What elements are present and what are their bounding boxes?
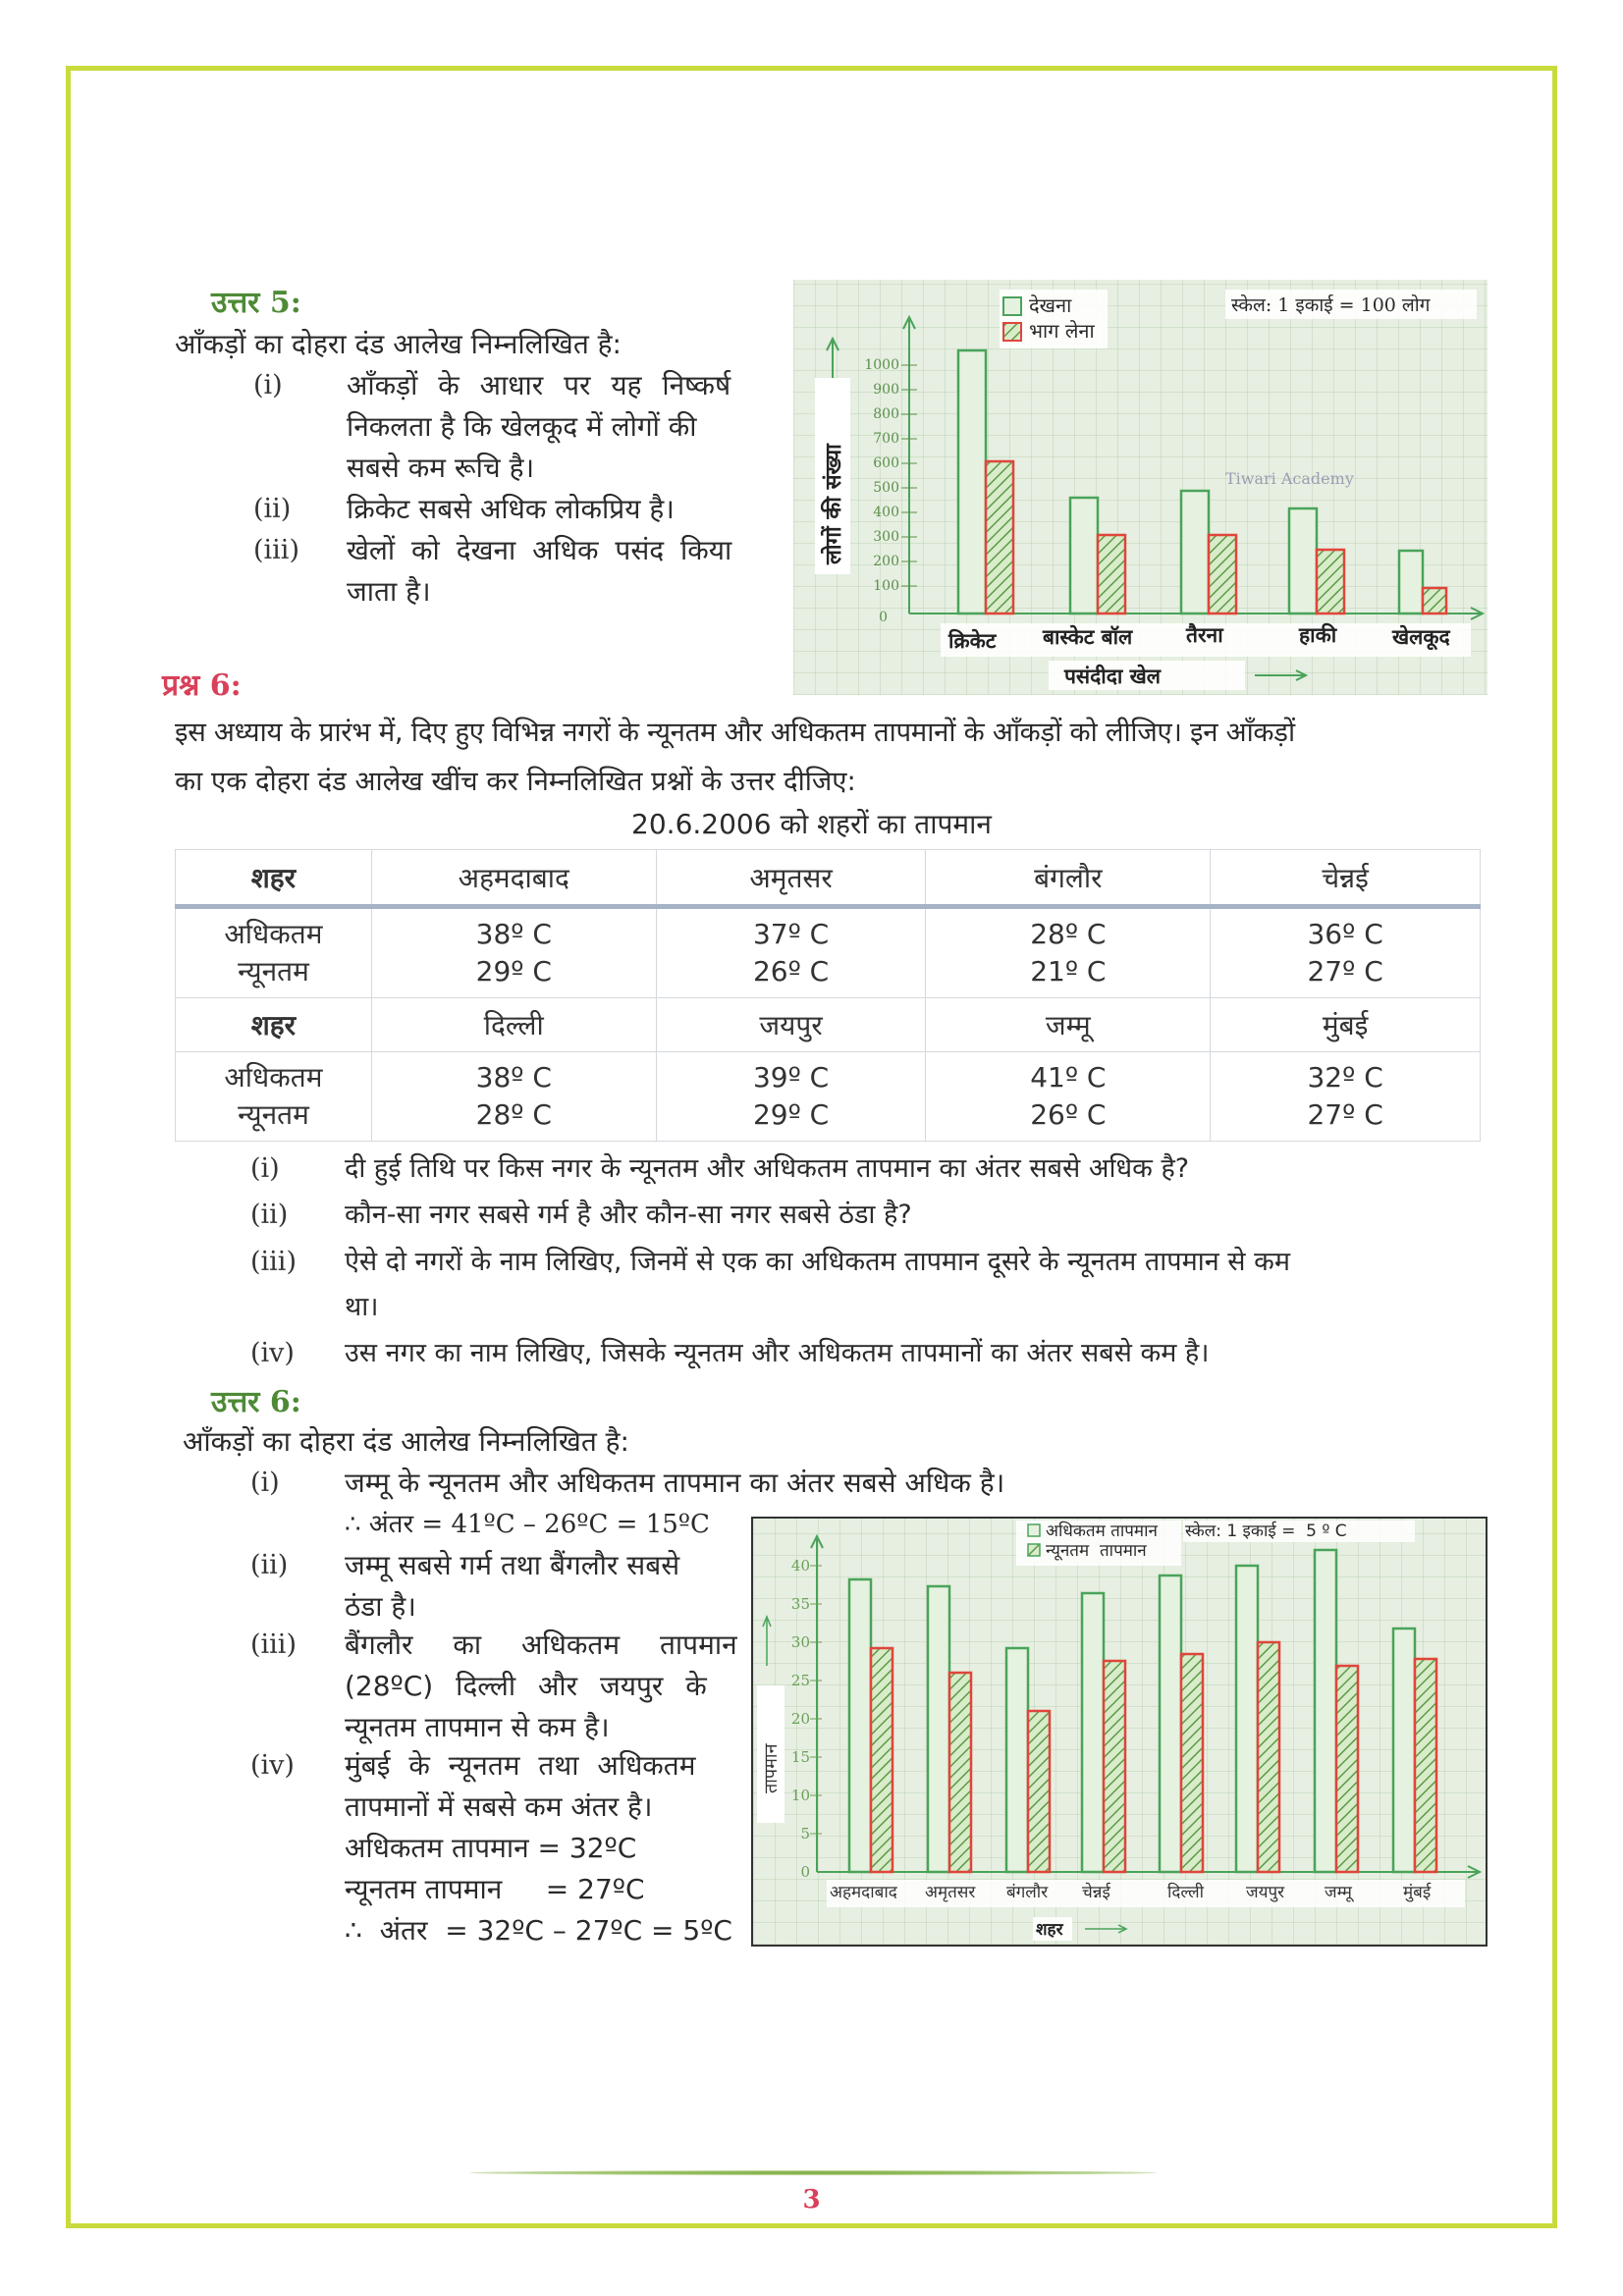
- line: दी हुई तिथि पर किस नगर के न्यूनतम और अधिकतम तापमान का अंतर सबसे अधिक है?: [345, 1153, 1190, 1184]
- bars: [849, 1550, 1436, 1872]
- min-value: 26º C: [752, 955, 830, 988]
- svg-text:15: 15: [790, 1748, 810, 1766]
- bars: [958, 350, 1446, 614]
- page-number: 3: [802, 2185, 821, 2215]
- svg-text:0: 0: [800, 1863, 810, 1881]
- row-header: [176, 1052, 372, 1142]
- svg-text:10: 10: [790, 1787, 810, 1804]
- table-row: [176, 1052, 1481, 1142]
- answer-6-intro: आँकड़ों का दोहरा दंड आलेख निम्नलिखित है:: [183, 1425, 629, 1458]
- city-cell: जम्मू: [926, 998, 1211, 1052]
- item-number: (iii): [253, 535, 299, 565]
- line: न्यूनतम तापमान = 27ºC: [345, 1873, 645, 1905]
- question-6-heading: प्रश्न 6:: [162, 668, 242, 703]
- svg-text:तापमान: तापमान: [761, 1743, 782, 1793]
- svg-text:600: 600: [873, 455, 899, 471]
- city-cell: मुंबई: [1211, 998, 1481, 1052]
- max-value: 36º C: [1307, 918, 1383, 950]
- row-header: शहर: [176, 998, 372, 1052]
- svg-text:400: 400: [873, 505, 899, 520]
- svg-text:40: 40: [790, 1557, 810, 1575]
- svg-text:20: 20: [790, 1710, 810, 1728]
- table-caption: 20.6.2006 को शहरों का तापमान: [631, 808, 992, 840]
- max-value: 38º C: [475, 1061, 552, 1094]
- svg-text:800: 800: [873, 406, 899, 422]
- line: सबसे कम रूचि है।: [347, 452, 535, 484]
- line: ऐसे दो नगरों के नाम लिखिए, जिनमें से एक का अधिकतम तापमान दूसरे के न्यूनतम तापमान से कम: [345, 1247, 1291, 1277]
- temp-cell: [656, 907, 926, 998]
- line: अधिकतम तापमान = 32ºC: [345, 1832, 637, 1864]
- legend-label-min: न्यूनतम तापमान: [1046, 1541, 1147, 1561]
- line: उस नगर का नाम लिखिए, जिसके न्यूनतम और अधिकतम तापमानों का अंतर सबसे कम है।: [345, 1338, 1210, 1368]
- line: मुंबई के न्यूनतम तथा अधिकतम: [345, 1749, 696, 1782]
- item-number: (ii): [253, 494, 292, 524]
- svg-text:900: 900: [873, 382, 899, 398]
- item-number: (iii): [250, 1247, 297, 1277]
- temp-cell: [371, 1052, 656, 1142]
- svg-text:200: 200: [873, 554, 899, 569]
- item-number: (i): [253, 370, 283, 400]
- city-cell: दिल्ली: [371, 998, 656, 1052]
- line: जाता है।: [347, 575, 431, 608]
- svg-text:Tiwari Academy: Tiwari Academy: [1225, 469, 1354, 488]
- min-value: 29º C: [752, 1098, 830, 1131]
- paragraph-line: का एक दोहरा दंड आलेख खींच कर निम्नलिखित प्रश्नों के उत्तर दीजिए:: [175, 766, 856, 797]
- line: खेलों को देखना अधिक पसंद किया: [347, 534, 732, 566]
- item-number: (iv): [250, 1338, 295, 1368]
- min-label: न्यूनतम: [238, 955, 309, 988]
- city-cell: बंगलौर: [926, 850, 1211, 907]
- answer-5-heading: उत्तर 5:: [211, 286, 301, 320]
- max-value: 32º C: [1307, 1061, 1383, 1094]
- sports-chart-svg: [793, 280, 1488, 695]
- svg-text:100: 100: [873, 578, 899, 594]
- question-6-paragraph: [175, 712, 1495, 802]
- svg-text:700: 700: [873, 431, 899, 447]
- category-label: तैरना: [1186, 623, 1223, 647]
- sports-double-bar-chart: [793, 280, 1488, 695]
- temp-cell: [1211, 907, 1481, 998]
- city-cell: अमृतसर: [656, 850, 926, 907]
- svg-text:लोगों की संख्या: लोगों की संख्या: [822, 444, 846, 564]
- line: बैंगलौर का अधिकतम तापमान: [345, 1629, 737, 1661]
- max-value: 41º C: [1030, 1061, 1107, 1094]
- line: तापमानों में सबसे कम अंतर है।: [345, 1790, 653, 1823]
- x-axis-title: शहर: [1036, 1920, 1063, 1940]
- max-value: 28º C: [1030, 918, 1107, 950]
- line: न्यूनतम तापमान से कम है।: [345, 1711, 610, 1743]
- svg-text:35: 35: [790, 1595, 810, 1613]
- category-label: अहमदाबाद: [830, 1883, 897, 1902]
- category-label: जम्मू: [1325, 1883, 1352, 1902]
- item-number: (ii): [250, 1550, 289, 1580]
- item-number: (iii): [250, 1629, 297, 1660]
- svg-text:1000: 1000: [864, 357, 899, 373]
- temp-cell: [1211, 1052, 1481, 1142]
- max-value: 37º C: [752, 918, 830, 950]
- line: जम्मू सबसे गर्म तथा बैंगलौर सबसे: [345, 1549, 680, 1581]
- line: (28ºC) दिल्ली और जयपुर के: [345, 1670, 707, 1702]
- table-header-row: [176, 850, 1481, 907]
- svg-text:300: 300: [873, 529, 899, 545]
- city-cell: चेन्नई: [1211, 850, 1481, 907]
- category-label: दिल्ली: [1167, 1883, 1205, 1902]
- min-value: 27º C: [1307, 955, 1383, 988]
- min-label: न्यूनतम: [238, 1098, 309, 1131]
- table-row: [176, 907, 1481, 998]
- line: ∴ अंतर = 41ºC – 26ºC = 15ºC: [345, 1510, 710, 1539]
- city-cell: जयपुर: [656, 998, 926, 1052]
- temperature-double-bar-chart: [751, 1517, 1488, 1947]
- line: जम्मू के न्यूनतम और अधिकतम तापमान का अंतर सबसे अधिक है।: [345, 1467, 1005, 1499]
- answer-5-intro: आँकड़ों का दोहरा दंड आलेख निम्नलिखित है:: [175, 328, 622, 360]
- temp-cell: [656, 1052, 926, 1142]
- min-value: 29º C: [475, 955, 552, 988]
- legend-label-max: अधिकतम तापमान: [1046, 1522, 1158, 1541]
- svg-text:0: 0: [879, 610, 888, 625]
- category-label: क्रिकेट: [948, 629, 997, 653]
- category-label: चेन्नई: [1082, 1883, 1110, 1902]
- item-number: (i): [250, 1468, 280, 1498]
- svg-text:25: 25: [790, 1672, 810, 1689]
- category-label: जयपुर: [1246, 1883, 1285, 1902]
- min-value: 27º C: [1307, 1098, 1383, 1131]
- temperature-table: [175, 849, 1481, 1142]
- min-value: 21º C: [1030, 955, 1107, 988]
- max-label: अधिकतम: [224, 918, 323, 950]
- max-value: 39º C: [752, 1061, 830, 1094]
- svg-text:30: 30: [790, 1633, 810, 1651]
- line: निकलता है कि खेलकूद में लोगों की: [347, 410, 697, 443]
- line: कौन-सा नगर सबसे गर्म है और कौन-सा नगर सबसे ठंडा है?: [345, 1200, 912, 1230]
- svg-text:5: 5: [800, 1825, 810, 1842]
- max-label: अधिकतम: [224, 1061, 323, 1094]
- item-number: (iv): [250, 1750, 295, 1781]
- row-header: शहर: [176, 850, 372, 907]
- footer-divider: [469, 2170, 1157, 2175]
- answer-6-heading: उत्तर 6:: [211, 1385, 301, 1419]
- min-value: 28º C: [475, 1098, 552, 1131]
- paragraph-line: इस अध्याय के प्रारंभ में, दिए हुए विभिन्न नगरों के न्यूनतम और अधिकतम तापमानों के आँकड़ों को लीजिए। इन आँकड़ों: [175, 717, 1295, 748]
- category-label: मुंबई: [1403, 1883, 1432, 1902]
- category-label: अमृतसर: [925, 1883, 976, 1902]
- scale-note: स्केल: 1 इकाई = 5 º C: [1185, 1522, 1347, 1541]
- temp-cell: [926, 907, 1211, 998]
- max-value: 38º C: [475, 918, 552, 950]
- line: ठंडा है।: [345, 1590, 416, 1623]
- legend-label-watching: देखना: [1029, 294, 1072, 317]
- x-axis-title: पसंदीदा खेल: [1064, 665, 1162, 688]
- category-label: हाकी: [1299, 623, 1337, 647]
- row-header: [176, 907, 372, 998]
- item-number: (ii): [250, 1200, 289, 1230]
- category-label: बंगलौर: [1006, 1883, 1049, 1902]
- line: आँकड़ों के आधार पर यह निष्कर्ष: [347, 369, 731, 401]
- table-header-row: [176, 998, 1481, 1052]
- line: था।: [345, 1292, 379, 1322]
- city-cell: अहमदाबाद: [371, 850, 656, 907]
- svg-text:500: 500: [873, 480, 899, 496]
- line: ∴ अंतर = 32ºC – 27ºC = 5ºC: [345, 1914, 732, 1947]
- line: क्रिकेट सबसे अधिक लोकप्रिय है।: [347, 493, 675, 525]
- temp-cell: [926, 1052, 1211, 1142]
- item-number: (i): [250, 1153, 280, 1184]
- scale-note: स्केल: 1 इकाई = 100 लोग: [1231, 294, 1431, 316]
- category-label: बास्केट बॉल: [1043, 625, 1133, 649]
- category-label: खेलकूद: [1392, 625, 1450, 649]
- temp-cell: [371, 907, 656, 998]
- min-value: 26º C: [1030, 1098, 1107, 1131]
- legend-label-participating: भाग लेना: [1029, 319, 1095, 343]
